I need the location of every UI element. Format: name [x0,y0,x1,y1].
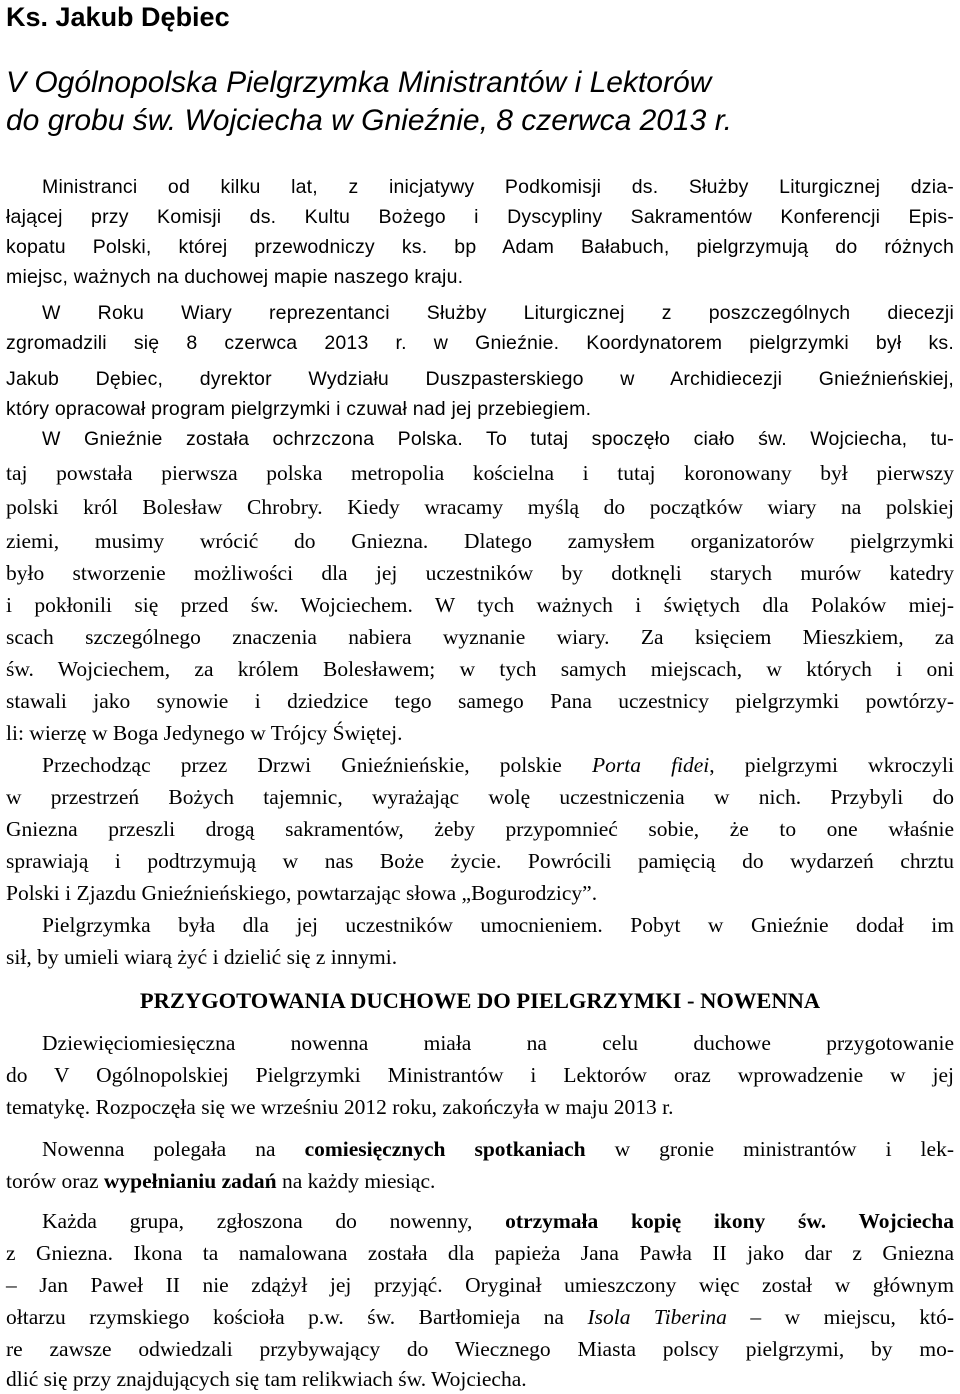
text-line: taj powstała pierwsza polska metropolia kościelna i tutaj koronowany był pierwszy [6,461,954,485]
text-line: scach szczególnego znaczenia nabiera wyznanie wiary. Za księciem Mieszkiem, za [6,625,954,649]
text-line: sił, by umieli wiarą żyć i dzielić się z innymi. [6,945,398,969]
text-span: na każdy miesiąc. [276,1169,436,1193]
text-line: do V Ogólnopolskiej Pielgrzymki Ministrantów i Lektorów oraz wprowadzenie w jej [6,1063,954,1087]
text-span: Przechodząc przez Drzwi Gnieźnieńskie, polskie [42,753,592,777]
text-line: św. Wojciechem, za królem Bolesławem; w tych samych miejscach, w których i oni [6,657,954,681]
text-line [6,1166,954,1196]
bold-phrase: comiesięcznych spotkaniach [304,1137,586,1161]
text-line: w przestrzeń Bożych tajemnic, wyrażając wolę uczestniczenia w nich. Przybyli do [6,785,954,809]
italic-phrase: Porta fidei [591,753,710,777]
text-line: Jakub Dębiec, dyrektor Wydziału Duszpasterskiego w Archidiecezji Gnieźnieńskiej, [6,368,954,390]
text-line [42,1206,954,1236]
bold-phrase: otrzymała kopię ikony św. Wojciecha [505,1209,954,1233]
text-span: ołtarzu rzymskiego kościoła p.w. św. Bartłomieja na [6,1305,588,1329]
text-line [42,1134,954,1164]
text-span: Nowenna polegała na [42,1137,305,1161]
text-line: zgromadzili się 8 czerwca 2013 r. w Gnieźnie. Koordynatorem pielgrzymki był ks. [6,332,954,354]
text-span: – w miejscu, któ- [726,1305,954,1329]
section-heading: PRZYGOTOWANIA DUCHOWE DO PIELGRZYMKI - NOWENNA [139,988,821,1013]
text-line: dlić się przy znajdujących się tam relikwiach św. Wojciecha. [6,1367,527,1391]
text-line: stawali jako synowie i dziedzice tego samego Pana uczestnicy pielgrzymki powtórzy- [6,689,954,713]
text-line: Ministranci od kilku lat, z inicjatywy Podkomisji ds. Służby Liturgicznej dzia- [42,176,954,198]
text-line: tematykę. Rozpoczęła się we wrześniu 2012 roku, zakończyła w maju 2013 r. [6,1095,674,1119]
text-line: re zawsze odwiedzali przybywający do Wiecznego Miasta polscy pielgrzymi, by mo- [6,1337,954,1361]
text-span: Każda grupa, zgłoszona do nowenny, [42,1209,506,1233]
text-line [42,750,954,780]
text-line: Gniezna przeszli drogą sakramentów, żeby przypomnieć sobie, że to one właśnie [6,817,954,841]
text-line: W Gnieźnie została ochrzczona Polska. To tutaj spoczęło ciało św. Wojciecha, tu- [42,428,954,450]
title-line: do grobu św. Wojciecha w Gnieźnie, 8 czerwca 2013 r. [6,104,732,137]
author-name: Ks. Jakub Dębiec [6,2,230,32]
text-line: polski król Bolesław Chrobry. Kiedy wracamy myślą do początków wiary na polskiej [6,495,954,519]
text-line: który opracował program pielgrzymki i czuwał nad jej przebiegiem. [6,398,592,420]
text-line: kopatu Polski, której przewodniczy ks. bp Adam Bałabuch, pielgrzymują do różnych [6,236,954,258]
text-span: , pielgrzymi wkroczyli [709,753,955,777]
text-span: w gronie ministrantów i lek- [585,1137,954,1161]
italic-phrase: Isola Tiberina [587,1305,727,1329]
text-line: miejsc, ważnych na duchowej mapie naszego kraju. [6,266,464,288]
text-line: Polski i Zjazdu Gnieźnieńskiego, powtarzając słowa „Bogurodzicy”. [6,881,598,905]
text-line: ziemi, musimy wrócić do Gniezna. Dlatego zamysłem organizatorów pielgrzymki [6,529,954,553]
article-title [6,64,732,140]
text-line: W Roku Wiary reprezentanci Służby Liturgicznej z poszczególnych diecezji [42,302,954,324]
text-line: Dziewięciomiesięczna nowenna miała na celu duchowe przygotowanie [42,1031,954,1055]
title-line: V Ogólnopolska Pielgrzymka Ministrantów i Lektorów [6,66,712,99]
text-line: Pielgrzymka była dla jej uczestników umocnieniem. Pobyt w Gnieźnie dodał im [42,913,954,937]
text-line: było stworzenie możliwości dla jej uczestników by dotknęli starych murów katedry [6,561,954,585]
text-line: łającej przy Komisji ds. Kultu Bożego i Dyscypliny Sakramentów Konferencji Epis- [6,206,954,228]
text-line: z Gniezna. Ikona ta namalowana została dla papieża Jana Pawła II jako dar z Gniezna [6,1241,954,1265]
text-span: torów oraz [6,1169,104,1193]
text-line: – Jan Paweł II nie zdążył jej przyjąć. Oryginał umieszczony więc został w głównym [6,1273,954,1297]
bold-phrase: wypełnianiu zadań [103,1169,277,1193]
text-line [6,1302,954,1332]
text-line: sprawiają i podtrzymują w nas Boże życie. Powrócili pamięcią do wydarzeń chrztu [6,849,954,873]
text-line: li: wierzę w Boga Jedynego w Trójcy Świętej. [6,721,403,745]
text-line: i pokłonili się przed św. Wojciechem. W tych ważnych i świętych dla Polaków miej- [6,593,954,617]
